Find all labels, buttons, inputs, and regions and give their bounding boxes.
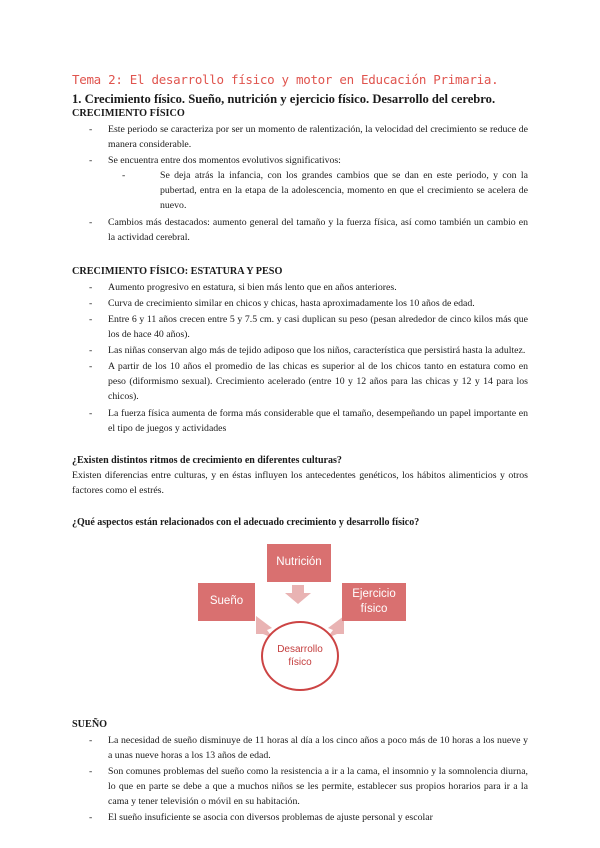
list-item: [72, 153, 528, 213]
ejercicio-line1: Ejercicio: [352, 587, 396, 600]
list-item: - Entre 6 y 11 años crecen entre 5 y 7.5 cm. y casi duplican su peso (pesan alrededor de cinco kilos más que los de hace 40 años).: [72, 312, 528, 342]
list-item: - A partir de los 10 años el promedio de las chicas es superior al de los chicos tanto en estatura como en peso (diformismo sexual). Crecimiento acelerado (entre 10 y 12 años para las chicas y 12 y 14 para los chicos).: [72, 359, 528, 404]
section-title: 1. Crecimiento físico. Sueño, nutrición y ejercicio físico. Desarrollo del cerebro.: [72, 92, 496, 106]
growth-diagram: [72, 544, 528, 696]
ejercicio-line2: físico: [360, 602, 388, 615]
desarrollo-circle: [261, 621, 339, 691]
estatura-list: [72, 280, 528, 436]
sueno-box: Sueño: [198, 583, 255, 621]
sueno-list: [72, 733, 528, 826]
tema-title: Tema 2: El desarrollo físico y motor en Educación Primaria.: [72, 72, 499, 87]
list-item: - Aumento progresivo en estatura, si bien más lento que en años anteriores.: [72, 280, 528, 295]
sueno-heading: SUEÑO: [72, 718, 108, 730]
crecimiento-heading: CRECIMIENTO FÍSICO: [72, 108, 185, 119]
list-item: - Las niñas conservan algo más de tejido adiposo que los niños, característica que persistirá hasta la adultez.: [72, 343, 528, 358]
list-item: - La necesidad de sueño disminuye de 11 horas al día a los cinco años a poco más de 10 horas a los nueve y a unas nueve horas a los 13 años de edad.: [72, 733, 528, 763]
document-page: [72, 72, 528, 826]
list-item: - La fuerza física aumenta de forma más considerable que el tamaño, desempeñando un papel importante en el tipo de juegos y actividades: [72, 406, 528, 436]
sub-list: [108, 168, 528, 213]
list-item: - El sueño insuficiente se asocia con diversos problemas de ajuste personal y escolar: [72, 810, 528, 825]
arrow-down-icon: [285, 585, 311, 604]
crecimiento-list: [72, 122, 528, 245]
ejercicio-box: [342, 583, 406, 621]
list-item: - Cambios más destacados: aumento general del tamaño y la fuerza física, así como también un cambio en la actividad cerebral.: [72, 215, 528, 245]
list-item: - Son comunes problemas del sueño como la resistencia a ir a la cama, el insomnio y la somnolencia diurna, lo que en parte se debe a que a muchos niños se les permite, establecer sus propios horarios para ir a la cama y tener televisión o móvil en su habitación.: [72, 764, 528, 809]
list-item: - Curva de crecimiento similar en chicos y chicas, hasta aproximadamente los 10 años de edad.: [72, 296, 528, 311]
desarrollo-line1: Desarrollo: [277, 643, 323, 655]
list-item: - Este periodo se caracteriza por ser un momento de ralentización, la velocidad del crecimiento se reduce de manera considerable.: [72, 122, 528, 152]
estatura-heading: CRECIMIENTO FÍSICO: ESTATURA Y PESO: [72, 265, 283, 277]
culturas-answer: Existen diferencias entre culturas, y en éstas influyen los antecedentes genéticos, los hábitos alimenticios y otros factores como el estrés.: [72, 469, 528, 496]
nutricion-box: Nutrición: [267, 544, 331, 582]
aspectos-question: ¿Qué aspectos están relacionados con el adecuado crecimiento y desarrollo físico?: [72, 516, 420, 528]
desarrollo-line2: físico: [288, 656, 312, 668]
culturas-question: ¿Existen distintos ritmos de crecimiento en diferentes culturas?: [72, 454, 342, 466]
sub-list-item: - Se deja atrás la infancia, con los grandes cambios que se dan en este periodo, y con la pubertad, entra en la etapa de la adolescencia, momento en que el crecimiento se acelera de nuevo.: [108, 168, 528, 213]
list-item-text: Se encuentra entre dos momentos evolutivos significativos:: [108, 155, 341, 167]
